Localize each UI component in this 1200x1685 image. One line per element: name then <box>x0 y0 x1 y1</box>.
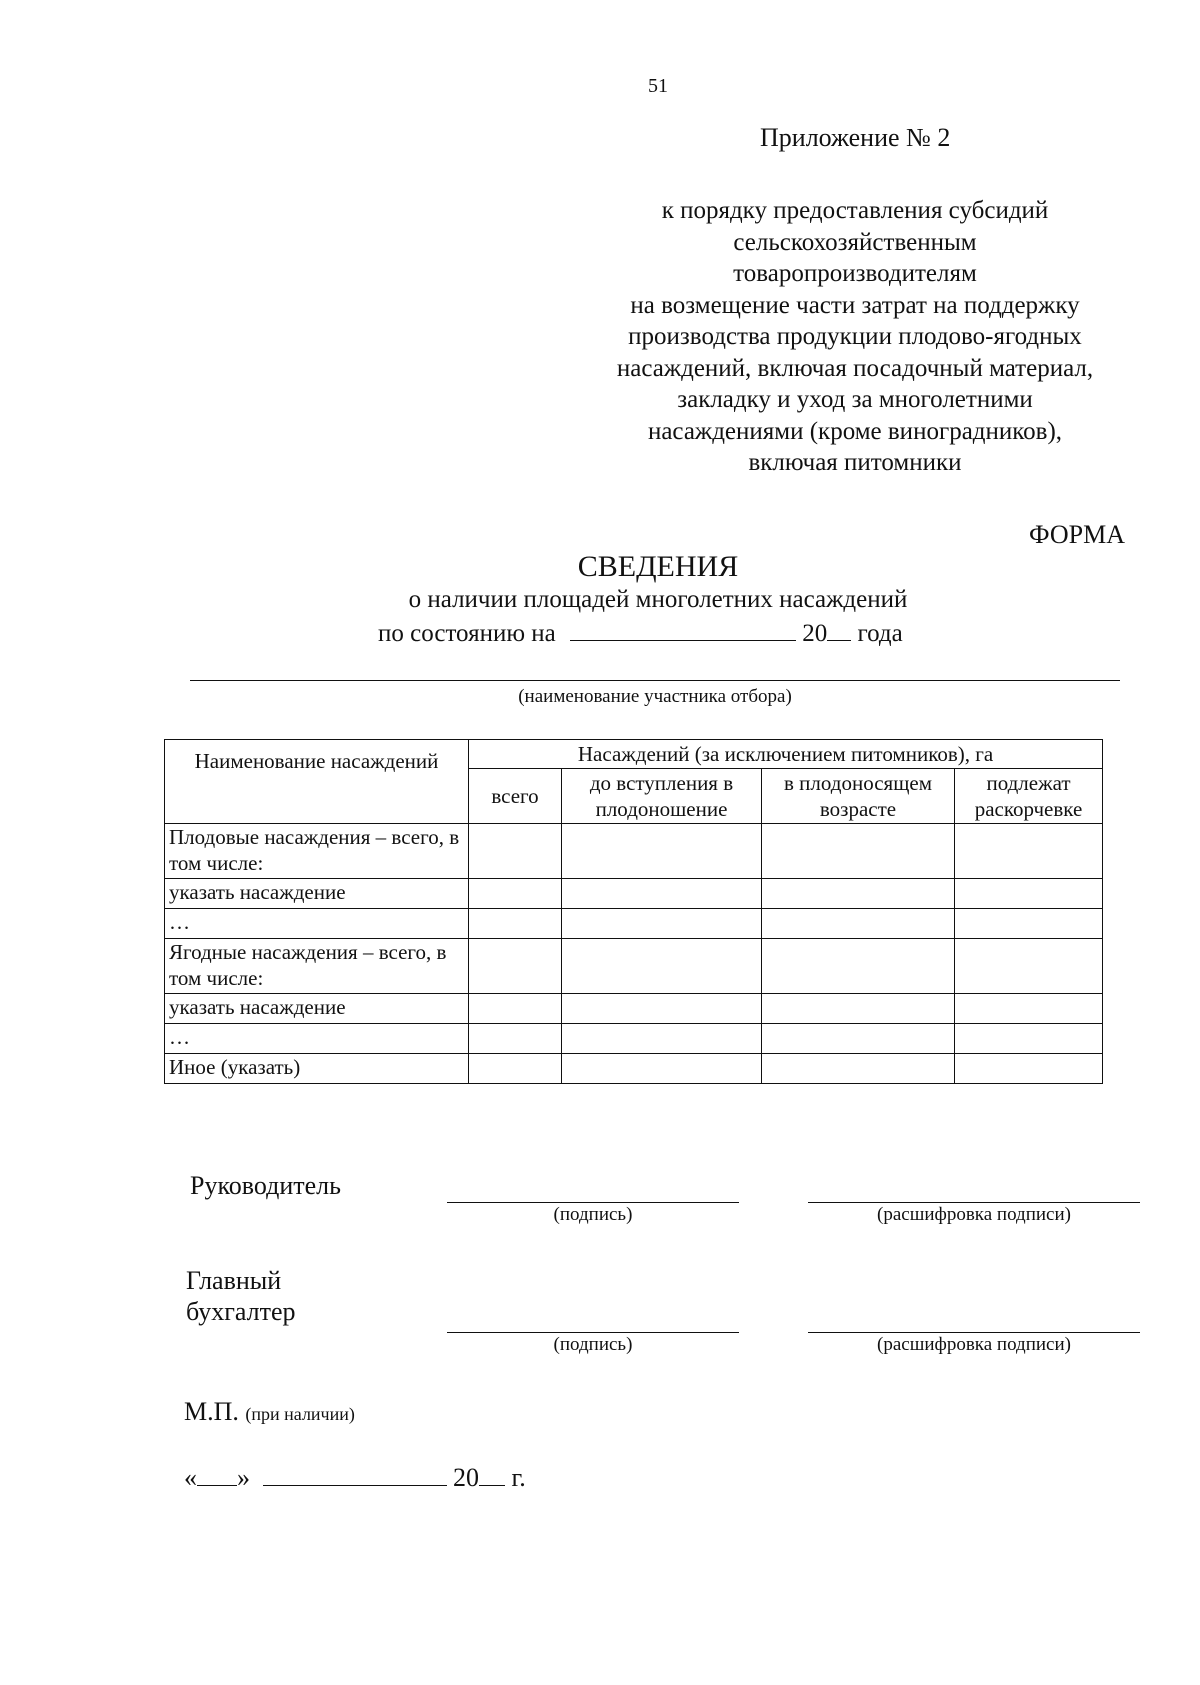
order-reference <box>560 195 1150 479</box>
order-line: включая питомники <box>748 449 962 476</box>
row-label: Ягодные насаждения – всего, в том числе: <box>165 939 469 994</box>
table-cell[interactable] <box>955 879 1103 909</box>
order-line: насаждений, включая посадочный материал, <box>616 354 1094 382</box>
date-year-blank[interactable] <box>479 1465 505 1486</box>
table-cell[interactable] <box>762 1054 955 1084</box>
head-signature-caption: (подпись) <box>553 1204 633 1225</box>
header-group: Насаждений (за исключением питомников), га <box>469 740 1103 769</box>
org-name-line[interactable] <box>190 680 1120 681</box>
order-line: сельскохозяйственным <box>733 228 977 256</box>
date-month-blank[interactable] <box>263 1465 447 1486</box>
table-cell[interactable] <box>762 1024 955 1054</box>
as-of-year-blank[interactable] <box>827 620 851 641</box>
table-cell[interactable] <box>469 879 562 909</box>
order-line: производства продукции плодово-ягодных <box>628 323 1082 350</box>
table-cell[interactable] <box>762 909 955 939</box>
table-cell[interactable] <box>955 824 1103 879</box>
date-year-prefix: 20 <box>453 1463 479 1492</box>
date-open-quote: « <box>184 1463 197 1492</box>
document-subtitle: о наличии площадей многолетних насаждений <box>408 586 908 613</box>
accountant-label: Главный бухгалтер <box>186 1266 296 1326</box>
table-cell[interactable] <box>562 824 762 879</box>
accountant-decoding-line[interactable] <box>808 1332 1140 1333</box>
table-cell[interactable] <box>469 1024 562 1054</box>
stamp-note: (при наличии) <box>245 1404 355 1424</box>
row-label: Плодовые насаждения – всего, в том числе: <box>165 824 469 879</box>
row-label: … <box>165 909 469 939</box>
document-title: СВЕДЕНИЯ <box>577 550 739 583</box>
table-cell[interactable] <box>562 879 762 909</box>
table-cell[interactable] <box>562 909 762 939</box>
table-row <box>165 909 1103 939</box>
date-day-blank[interactable] <box>197 1465 237 1486</box>
as-of-line <box>378 620 903 648</box>
table-cell[interactable] <box>955 909 1103 939</box>
order-line: к порядку предоставления субсидий <box>661 197 1049 224</box>
table-cell[interactable] <box>762 879 955 909</box>
table-row <box>165 824 1103 879</box>
table-cell[interactable] <box>562 994 762 1024</box>
table-row <box>165 1054 1103 1084</box>
table-cell[interactable] <box>562 1054 762 1084</box>
table-cell[interactable] <box>955 1024 1103 1054</box>
table-cell[interactable] <box>469 939 562 994</box>
header-to-uproot: подлежат раскорчевке <box>955 769 1103 824</box>
row-label: … <box>165 1024 469 1054</box>
table-cell[interactable] <box>955 1054 1103 1084</box>
order-line: закладку и уход за многолетними <box>677 386 1033 413</box>
org-name-caption: (наименование участника отбора) <box>518 686 792 707</box>
page-number: 51 <box>648 75 668 97</box>
date-year-suffix: г. <box>511 1463 526 1492</box>
table-row <box>165 939 1103 994</box>
accountant-signature-caption: (подпись) <box>553 1334 633 1355</box>
appendix-title: Приложение № 2 <box>760 123 951 152</box>
table-cell[interactable] <box>955 994 1103 1024</box>
header-before-fruiting: до вступления в плодоношение <box>562 769 762 824</box>
stamp-label: М.П. <box>184 1397 239 1426</box>
accountant-decoding-caption: (расшифровка подписи) <box>877 1334 1071 1355</box>
table-cell[interactable] <box>762 994 955 1024</box>
header-fruiting-age: в плодоносящем возрасте <box>762 769 955 824</box>
table-cell[interactable] <box>469 1054 562 1084</box>
plantings-table <box>164 739 1103 1084</box>
table-row <box>165 1024 1103 1054</box>
head-label: Руководитель <box>190 1171 341 1200</box>
order-line: товаропроизводителям <box>733 260 977 287</box>
table-cell[interactable] <box>469 994 562 1024</box>
as-of-year-suffix: года <box>857 620 903 647</box>
header-planting-name: Наименование насаждений <box>165 740 469 824</box>
head-decoding-line[interactable] <box>808 1202 1140 1203</box>
table-row <box>165 879 1103 909</box>
table-cell[interactable] <box>955 939 1103 994</box>
table-cell[interactable] <box>469 909 562 939</box>
as-of-prefix: по состоянию на <box>378 620 556 647</box>
table-cell[interactable] <box>469 824 562 879</box>
table-cell[interactable] <box>562 939 762 994</box>
form-label: ФОРМА <box>1029 520 1125 549</box>
row-label: указать насаждение <box>165 879 469 909</box>
table-row <box>165 994 1103 1024</box>
table-cell[interactable] <box>762 939 955 994</box>
date-close-quote: » <box>237 1463 250 1492</box>
head-signature-line[interactable] <box>447 1202 739 1203</box>
order-line: на возмещение части затрат на поддержку <box>630 291 1080 319</box>
as-of-year-prefix: 20 <box>802 620 828 647</box>
row-label: указать насаждение <box>165 994 469 1024</box>
accountant-signature-line[interactable] <box>447 1332 739 1333</box>
as-of-date-blank[interactable] <box>570 620 796 641</box>
table-cell[interactable] <box>762 824 955 879</box>
stamp-line <box>184 1397 355 1427</box>
date-line <box>184 1463 526 1493</box>
table-cell[interactable] <box>562 1024 762 1054</box>
head-decoding-caption: (расшифровка подписи) <box>877 1204 1071 1225</box>
row-label: Иное (указать) <box>165 1054 469 1084</box>
header-total: всего <box>469 769 562 824</box>
order-line: насаждениями (кроме виноградников), <box>647 417 1063 445</box>
